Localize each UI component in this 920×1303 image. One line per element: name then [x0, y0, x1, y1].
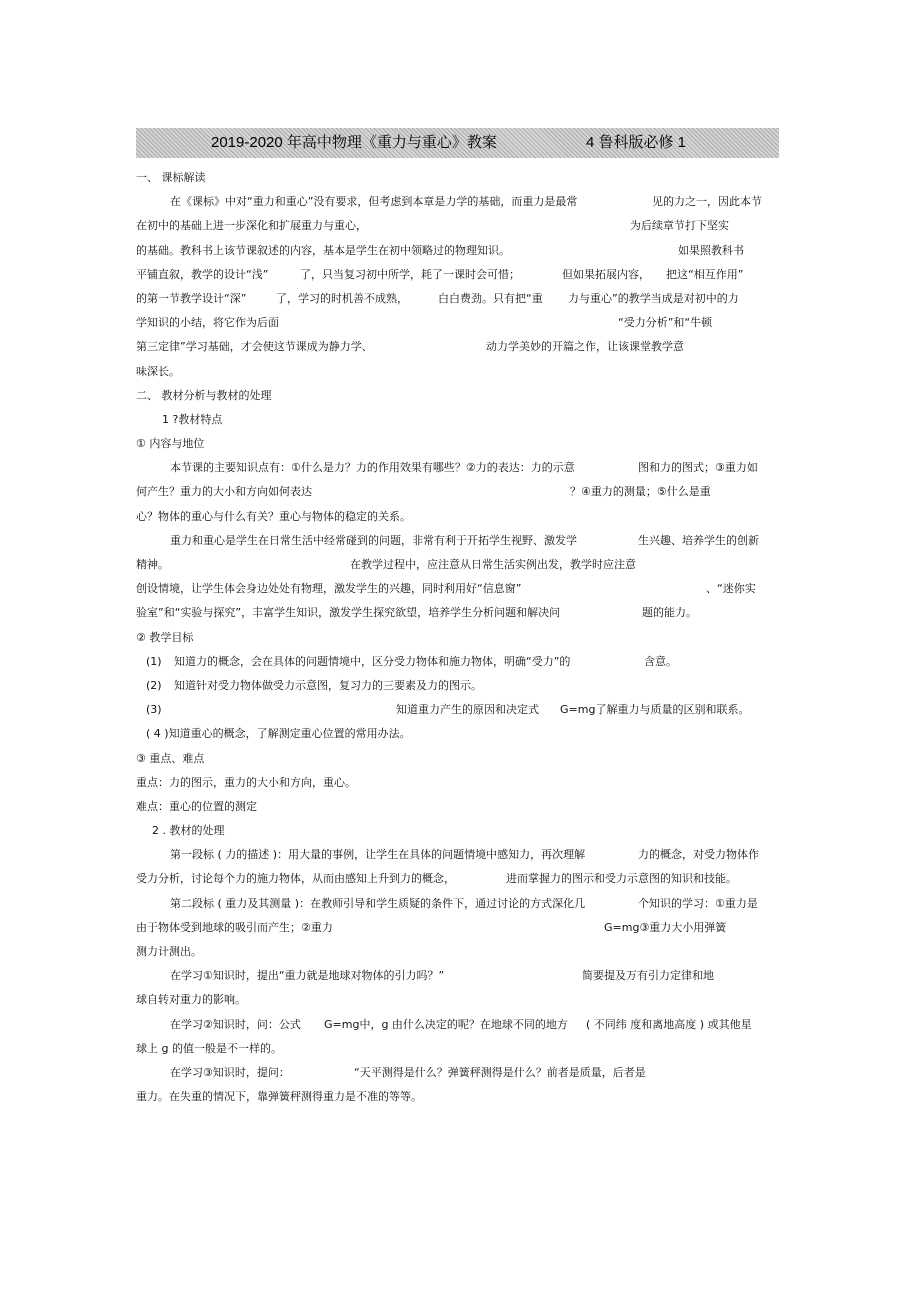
- text-segment: 了，只当复习初中所学，耗了一课时会可惜；: [300, 267, 520, 281]
- text-segment: 含意。: [644, 654, 677, 668]
- text-segment: 为后续章节打下坚实: [630, 219, 729, 233]
- text-line: [136, 843, 776, 867]
- text-line: [136, 892, 776, 916]
- text-segment: 力的概念，对受力物体作: [638, 848, 759, 862]
- text-segment: 味深长。: [136, 364, 180, 378]
- text-line: [136, 456, 776, 480]
- text-line: [136, 819, 776, 843]
- text-line: [136, 287, 776, 311]
- text-line: [136, 1061, 776, 1085]
- text-segment: 1 ?教材特点: [162, 412, 223, 426]
- text-segment: 知道力的概念，会在具体的问题情境中，区分受力物体和施力物体，明确“受力”的: [174, 654, 571, 668]
- text-segment: 、“迷你实: [706, 582, 756, 596]
- text-line: [136, 166, 776, 190]
- text-segment: 简要提及万有引力定律和地: [582, 969, 714, 983]
- text-line: [136, 1013, 776, 1037]
- text-segment: ③ 重点、难点: [136, 751, 205, 765]
- text-line: [136, 408, 776, 432]
- text-line: [136, 214, 776, 238]
- text-line: [136, 263, 776, 287]
- text-segment: 在学习②知识时，问：公式: [170, 1017, 301, 1031]
- text-segment: 二、 教材分析与教材的处理: [136, 388, 272, 402]
- text-segment: 心？物体的重心与什么有关？重心与物体的稳定的关系。: [136, 509, 411, 523]
- text-line: [136, 335, 776, 359]
- text-line: [136, 916, 776, 940]
- text-segment: 进而掌握力的图示和受力示意图的知识和技能。: [506, 872, 737, 886]
- text-line: [136, 577, 776, 601]
- text-segment: ( 不同纬 度和离地高度 ) 或其他星: [586, 1017, 752, 1031]
- text-segment: 了，学习的时机善不成熟，: [276, 291, 408, 305]
- text-line: [136, 505, 776, 529]
- text-segment: 个知识的学习：①重力是: [638, 896, 758, 910]
- document-edition: 4 鲁科版必修 1: [586, 134, 687, 151]
- text-segment: 在学习③知识时，提问：: [170, 1065, 290, 1079]
- text-segment: 把这“相互作用”: [666, 267, 744, 281]
- text-line: [136, 190, 776, 214]
- text-line: [136, 795, 776, 819]
- text-segment: 白白费劲。只有把“重: [438, 291, 543, 305]
- text-line: [136, 384, 776, 408]
- text-line: [136, 480, 776, 504]
- text-line: [136, 674, 776, 698]
- text-segment: G=mg③重力大小用弹簧: [604, 920, 727, 934]
- text-segment: “受力分析”和“牛顿: [618, 316, 713, 330]
- text-line: [136, 529, 776, 553]
- text-segment: 由于物体受到地球的吸引而产生；②重力: [136, 920, 333, 934]
- text-line: [136, 722, 776, 746]
- text-segment: 力与重心”的教学当成是对初中的力: [568, 291, 739, 305]
- text-segment: 创设情境，让学生体会身边处处有物理，激发学生的兴趣，同时利用好“信息窗”: [136, 582, 522, 596]
- text-line: [136, 988, 776, 1012]
- text-line: [136, 1037, 776, 1061]
- text-line: [136, 432, 776, 456]
- document-title: 2019-2020 年高中物理《重力与重心》教案: [211, 134, 497, 151]
- text-segment: 重力。在失重的情况下，靠弹簧秤测得重力是不准的等等。: [136, 1090, 422, 1104]
- text-segment: 球自转对重力的影响。: [136, 993, 246, 1007]
- text-segment: 第一段标 ( 力的描述 )：用大量的事例，让学生在具体的问题情境中感知力，再次理解: [170, 848, 586, 862]
- text-line: [136, 747, 776, 771]
- text-segment: 第二段标 ( 重力及其测量 )：在教师引导和学生质疑的条件下，通过讨论的方式深化几: [170, 896, 586, 910]
- text-segment: 的第一节教学设计“深”: [136, 291, 247, 305]
- text-segment: 但如果拓展内容，: [562, 267, 650, 281]
- text-segment: ① 内容与地位: [136, 437, 205, 451]
- text-line: [136, 940, 776, 964]
- text-line: [136, 553, 776, 577]
- text-line: [136, 239, 776, 263]
- text-line: [136, 360, 776, 384]
- text-segment: ( 4 )知道重心的概念，了解测定重心位置的常用办法。: [146, 727, 411, 741]
- text-segment: 在初中的基础上进一步深化和扩展重力与重心，: [136, 219, 367, 233]
- text-segment: G=mg了解重力与质量的区别和联系。: [560, 703, 750, 717]
- text-segment: 难点：重心的位置的测定: [136, 799, 257, 813]
- text-segment: 2 . 教材的处理: [152, 824, 225, 838]
- text-segment: 精神。: [136, 558, 169, 571]
- text-segment: 重力和重心是学生在日常生活中经常碰到的问题，非常有利于开拓学生视野、激发学: [170, 533, 577, 547]
- text-segment: 动力学美妙的开篇之作，让该课堂教学意: [486, 340, 684, 354]
- text-line: [136, 626, 776, 650]
- text-segment: (2): [146, 678, 162, 692]
- text-segment: 一、 课标解读: [136, 171, 206, 184]
- text-segment: 第三定律”学习基础，才会使这节课成为静力学、: [136, 340, 373, 354]
- text-line: [136, 964, 776, 988]
- document-title-bar: [136, 128, 779, 158]
- text-segment: 在学习①知识时，提出“重力就是地球对物体的引力吗？”: [170, 969, 445, 983]
- text-segment: 受力分析，讨论每个力的施力物体，从而由感知上升到力的概念，: [136, 872, 455, 886]
- text-segment: 测力计测出。: [136, 945, 202, 958]
- text-segment: 知道针对受力物体做受力示意图，复习力的三要素及力的图示。: [174, 678, 482, 692]
- text-segment: 见的力之一，因此本节: [652, 195, 762, 209]
- text-segment: 生兴趣、培养学生的创新: [638, 533, 759, 547]
- text-segment: 重点：力的图示，重力的大小和方向，重心。: [136, 775, 356, 789]
- text-segment: (1): [146, 654, 162, 668]
- text-segment: 学知识的小结，将它作为后面: [136, 316, 279, 330]
- document-body: [136, 166, 776, 1109]
- text-line: [136, 1085, 776, 1109]
- text-segment: ？④重力的测量；⑤什么是重: [570, 485, 711, 499]
- text-segment: 何产生？重力的大小和方向如何表达: [136, 485, 312, 499]
- text-segment: 平铺直叙，教学的设计“浅”: [136, 267, 269, 281]
- text-segment: 在教学过程中，应注意从日常生活实例出发，教学时应注意: [350, 558, 636, 571]
- text-segment: 球上 g 的值一般是不一样的。: [136, 1041, 282, 1055]
- text-segment: “天平测得是什么？弹簧秤测得是什么？前者是质量，后者是: [354, 1065, 646, 1079]
- text-segment: 的基础。教科书上该节课叙述的内容，基本是学生在初中领略过的物理知识。: [136, 243, 510, 257]
- text-line: [136, 601, 776, 625]
- text-segment: 题的能力。: [642, 606, 697, 620]
- text-line: [136, 698, 776, 722]
- text-segment: 验室”和“实验与探究”，丰富学生知识，激发学生探究欲望，培养学生分析问题和解决问: [136, 606, 561, 620]
- text-line: [136, 867, 776, 891]
- text-segment: 在《课标》中对“重力和重心”没有要求，但考虑到本章是力学的基础，而重力是最常: [170, 195, 578, 209]
- text-line: [136, 650, 776, 674]
- text-segment: ② 教学目标: [136, 630, 194, 644]
- text-segment: (3): [146, 703, 162, 717]
- text-segment: 图和力的图式；③重力如: [638, 461, 758, 475]
- text-segment: 如果照教科书: [678, 243, 744, 257]
- text-segment: 本节课的主要知识点有：①什么是力？力的作用效果有哪些？②力的表达：力的示意: [170, 461, 575, 475]
- text-line: [136, 311, 776, 335]
- text-segment: G=mg中，g 由什么决定的呢？在地球不同的地方: [324, 1017, 568, 1031]
- text-line: [136, 771, 776, 795]
- text-segment: 知道重力产生的原因和决定式: [396, 703, 539, 717]
